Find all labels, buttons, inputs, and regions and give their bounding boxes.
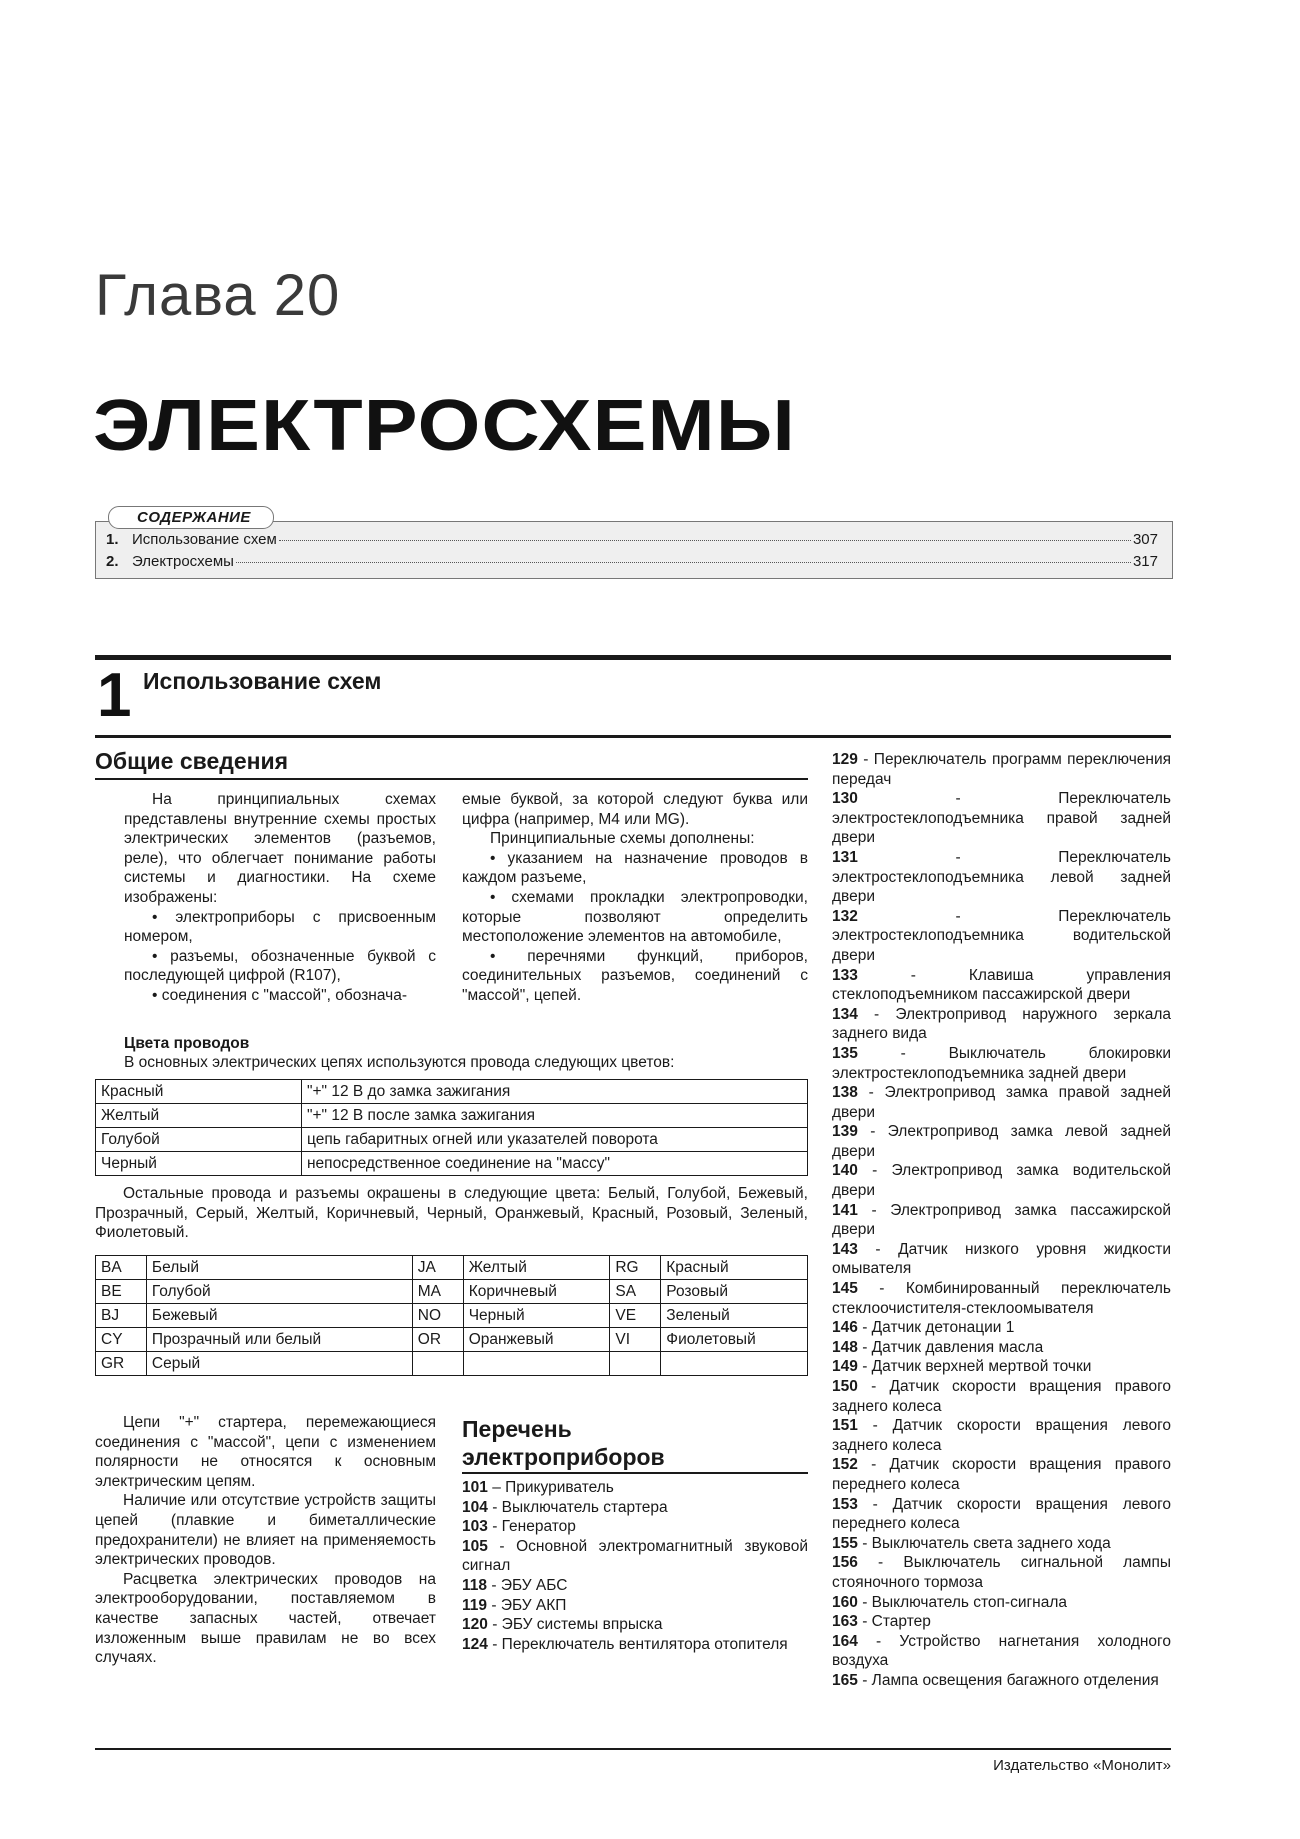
device-list-item <box>462 1615 808 1635</box>
device-separator: - <box>491 1596 497 1614</box>
paragraph: емые буквой, за которой следуют буква или цифра (например, M4 или MG). <box>462 791 808 828</box>
device-separator: - <box>872 1162 878 1180</box>
device-list-item <box>832 1240 1171 1279</box>
section-number: 1 <box>97 661 132 730</box>
device-separator: - <box>862 1593 868 1611</box>
device-list-item <box>832 1416 1171 1455</box>
page-title: ЭЛЕКТРОСХЕМЫ <box>93 386 796 466</box>
publisher-footer: Издательство «Монолит» <box>993 1757 1171 1774</box>
device-list-item <box>462 1576 808 1596</box>
toc-item-number: 2. <box>106 553 119 570</box>
device-number: 139 <box>832 1123 858 1141</box>
table-row <box>96 1256 808 1280</box>
table-row <box>96 1104 808 1128</box>
table-cell: BA <box>96 1256 147 1280</box>
device-separator: - <box>868 1084 874 1102</box>
device-number: 146 <box>832 1319 858 1337</box>
table-cell: BE <box>96 1280 147 1304</box>
paragraph: Наличие или отсутствие устройств защиты цепей (плавкие и биметаллические предохранители) не влияет на применяемость электрических проводов. <box>95 1492 436 1569</box>
device-separator: - <box>875 1240 881 1258</box>
device-description: Комбинированный переключатель стеклоочистителя-стеклоомывателя <box>832 1280 1171 1317</box>
toc-item-page: 317 <box>1132 553 1158 570</box>
device-description: Переключатель программ переключения передач <box>832 751 1172 788</box>
device-separator: - <box>862 1613 868 1631</box>
wire-colors-intro: В основных электрических цепях используются провода следующих цветов: <box>124 1054 675 1071</box>
device-description: Устройство нагнетания холодного воздуха <box>832 1632 1171 1670</box>
device-number: 129 <box>832 751 858 768</box>
device-separator: - <box>862 1534 868 1552</box>
table-cell: "+" 12 В после замка зажигания <box>302 1104 808 1128</box>
device-description: Датчик низкого уровня жидкости омывателя <box>832 1240 1171 1278</box>
paragraph: • разъемы, обозначенные буквой с последующей цифрой (R107), <box>124 947 436 985</box>
paragraph: Расцветка электрических проводов на электрооборудовании, поставляемом в качестве запасных частей, отвечает изложенным выше правилам не во всех случаях. <box>95 1570 436 1667</box>
device-number: 143 <box>832 1240 858 1258</box>
device-description: ЭБУ АКП <box>500 1596 567 1614</box>
device-separator: - <box>879 1280 885 1298</box>
device-list-item <box>832 1612 1171 1632</box>
device-list-item <box>832 1495 1171 1534</box>
subsection-rule <box>95 778 808 780</box>
device-list-item <box>832 1534 1171 1554</box>
device-list-heading: Перечень электроприборов <box>462 1416 665 1470</box>
device-description: Выключатель света заднего хода <box>871 1534 1111 1552</box>
table-cell <box>661 1352 808 1376</box>
table-cell: Розовый <box>661 1280 808 1304</box>
section-title: Использование схем <box>143 668 382 694</box>
device-description: Переключатель электростеклоподъемника левой задней двери <box>832 848 1171 906</box>
wire-color-table <box>95 1079 808 1176</box>
device-list-item <box>832 907 1171 966</box>
device-description: Датчик скорости вращения левого переднего колеса <box>832 1495 1172 1533</box>
device-separator: - <box>871 1378 877 1395</box>
device-list-item <box>832 1161 1171 1200</box>
table-cell: NO <box>412 1304 463 1328</box>
device-number: 130 <box>832 790 858 808</box>
toc-item-page: 307 <box>1132 531 1158 548</box>
device-number: 118 <box>462 1576 488 1594</box>
device-list-item <box>832 1671 1171 1691</box>
bottom-left-text <box>95 1413 436 1668</box>
device-list-item <box>462 1596 808 1616</box>
device-number: 150 <box>832 1378 858 1395</box>
device-list-item <box>832 1593 1171 1613</box>
device-description: ЭБУ АБС <box>500 1576 568 1594</box>
other-colors-text <box>95 1184 808 1243</box>
device-separator: - <box>871 1201 877 1219</box>
device-list-item <box>462 1498 808 1518</box>
device-separator: - <box>492 1616 498 1634</box>
device-list-item <box>832 1201 1171 1240</box>
device-separator: - <box>872 1417 878 1435</box>
color-code-table <box>95 1255 808 1376</box>
device-separator: - <box>492 1635 498 1653</box>
paragraph: • электроприборы с присвоенным номером, <box>124 908 436 946</box>
device-list-item <box>832 1083 1171 1122</box>
device-separator: - <box>872 1495 878 1513</box>
paragraph: Принципиальные схемы дополнены: <box>490 830 755 848</box>
paragraph: Остальные провода и разъемы окрашены в следующие цвета: Белый, Голубой, Бежевый, Прозрачный, Серый, Желтый, Коричневый, Черный, Оранжевый, Красный, Розовый, Зеленый, Фиолетовый. <box>95 1185 808 1242</box>
table-row <box>96 1328 808 1352</box>
intro-column-1 <box>124 790 436 1006</box>
device-list-item <box>832 1377 1171 1416</box>
table-row <box>96 1352 808 1376</box>
table-cell: MA <box>412 1280 463 1304</box>
paragraph: На принципиальных схемах представлены внутренние схемы простых электрических элементов (разъемов, реле), что облегчает понимание работы системы и диагностики. На схеме изображены: <box>124 791 436 906</box>
device-list-item <box>832 1318 1171 1338</box>
device-list-item <box>462 1537 808 1576</box>
table-cell: Желтый <box>463 1256 610 1280</box>
device-number: 164 <box>832 1632 858 1650</box>
table-cell <box>463 1352 610 1376</box>
table-cell: Желтый <box>96 1104 302 1128</box>
table-cell: Оранжевый <box>463 1328 610 1352</box>
device-separator: - <box>910 966 916 984</box>
device-number: 156 <box>832 1554 858 1572</box>
table-cell: непосредственное соединение на "массу" <box>302 1152 808 1176</box>
device-list-item <box>832 848 1171 907</box>
device-description: Переключатель вентилятора отопителя <box>501 1635 788 1653</box>
device-number: 133 <box>832 966 858 984</box>
chapter-label: Глава 20 <box>95 263 341 328</box>
device-separator: - <box>492 1518 498 1536</box>
device-number: 101 <box>462 1479 488 1496</box>
device-description: Переключатель электростеклоподъемника правой задней двери <box>832 790 1171 847</box>
table-row <box>96 1152 808 1176</box>
device-number: 138 <box>832 1084 858 1102</box>
table-cell: SA <box>610 1280 661 1304</box>
device-description: Основной электромагнитный звуковой сигнал <box>462 1537 809 1575</box>
device-number: 152 <box>832 1456 858 1474</box>
table-cell: Голубой <box>146 1280 412 1304</box>
table-cell: JA <box>412 1256 463 1280</box>
table-of-contents <box>95 521 1173 579</box>
table-row <box>96 1128 808 1152</box>
device-number: 165 <box>832 1671 858 1689</box>
table-cell: "+" 12 В до замка зажигания <box>302 1080 808 1104</box>
device-description: Электропривод замка пассажирской двери <box>832 1201 1171 1239</box>
device-separator: - <box>862 1338 868 1356</box>
device-list-item <box>832 1122 1171 1161</box>
device-list-item <box>462 1478 808 1498</box>
device-separator: - <box>871 1456 877 1474</box>
device-separator: - <box>862 1358 868 1376</box>
toc-item-label: Использование схем <box>132 531 277 548</box>
device-description: Выключатель сигнальной лампы стояночного тормоза <box>832 1554 1171 1591</box>
device-description: Датчик давления масла <box>871 1338 1044 1356</box>
section-rule-bottom <box>95 735 1171 738</box>
device-list-item <box>832 750 1171 789</box>
table-cell: CY <box>96 1328 147 1352</box>
device-description: Электропривод замка левой задней двери <box>832 1123 1171 1160</box>
device-description: Электропривод наружного зеркала заднего вида <box>832 1005 1171 1043</box>
device-description: ЭБУ системы впрыска <box>501 1616 663 1634</box>
device-description: Прикуриватель <box>505 1479 614 1496</box>
device-separator: - <box>491 1576 497 1594</box>
table-row <box>96 1280 808 1304</box>
toc-leader <box>236 562 1131 563</box>
device-number: 103 <box>462 1518 488 1536</box>
table-cell: цепь габаритных огней или указателей поворота <box>302 1128 808 1152</box>
device-number: 105 <box>462 1537 488 1555</box>
device-description: Датчик верхней мертвой точки <box>871 1358 1092 1376</box>
paragraph: • указанием на назначение проводов в каждом разъеме, <box>462 849 808 887</box>
table-cell: Красный <box>96 1080 302 1104</box>
device-number: 153 <box>832 1495 858 1513</box>
device-separator: - <box>862 1671 868 1689</box>
table-cell: Голубой <box>96 1128 302 1152</box>
device-description: Стартер <box>871 1613 931 1631</box>
device-separator: - <box>876 1632 882 1650</box>
device-list-item <box>832 1279 1171 1318</box>
device-list-item <box>832 1632 1171 1671</box>
device-list-item <box>832 1357 1171 1377</box>
toc-item-number: 1. <box>106 531 119 548</box>
device-number: 135 <box>832 1044 858 1062</box>
device-list-item <box>832 1005 1171 1044</box>
device-description: Выключатель блокировки электростеклоподъемника задней двери <box>832 1044 1171 1082</box>
device-number: 149 <box>832 1358 858 1376</box>
device-list-item <box>832 966 1171 1005</box>
table-cell: VE <box>610 1304 661 1328</box>
device-separator: - <box>870 1123 876 1141</box>
device-separator: - <box>900 1044 906 1062</box>
table-cell: Зеленый <box>661 1304 808 1328</box>
device-separator: - <box>878 1554 884 1572</box>
device-number: 140 <box>832 1162 858 1180</box>
device-list-right <box>832 750 1171 1691</box>
device-number: 155 <box>832 1534 858 1552</box>
table-cell: OR <box>412 1328 463 1352</box>
device-separator: - <box>492 1498 498 1516</box>
table-cell <box>610 1352 661 1376</box>
table-cell: Фиолетовый <box>661 1328 808 1352</box>
footer-rule <box>95 1748 1171 1750</box>
device-description: Выключатель стартера <box>501 1498 668 1516</box>
device-separator: - <box>955 848 961 866</box>
device-separator: - <box>874 1005 880 1023</box>
device-description: Электропривод замка водительской двери <box>832 1162 1171 1200</box>
device-separator: - <box>862 1319 868 1337</box>
table-cell: Черный <box>463 1304 610 1328</box>
device-number: 141 <box>832 1201 858 1219</box>
device-description: Переключатель электростеклоподъемника водительской двери <box>832 907 1171 964</box>
device-number: 151 <box>832 1417 858 1435</box>
device-number: 124 <box>462 1635 488 1653</box>
wire-colors-heading: Цвета проводов <box>124 1035 250 1052</box>
device-description: Датчик детонации 1 <box>871 1319 1015 1337</box>
device-number: 119 <box>462 1596 488 1614</box>
device-description: Электропривод замка правой задней двери <box>832 1084 1171 1121</box>
device-description: Датчик скорости вращения правого переднего колеса <box>832 1456 1172 1493</box>
device-separator: - <box>955 907 961 925</box>
toc-item-label: Электросхемы <box>132 553 234 570</box>
device-list-item <box>462 1517 808 1537</box>
toc-item[interactable] <box>106 553 1158 570</box>
table-cell: Прозрачный или белый <box>146 1328 412 1352</box>
toc-tab-label: СОДЕРЖАНИЕ <box>108 506 274 529</box>
intro-column-2 <box>462 790 808 1006</box>
paragraph: • перечнями функций, приборов, соединительных разъемов, соединений с "массой", цепей. <box>462 947 808 1004</box>
device-list-item <box>832 1553 1171 1592</box>
table-cell: RG <box>610 1256 661 1280</box>
section-rule-top <box>95 655 1171 660</box>
device-description: Датчик скорости вращения левого заднего колеса <box>832 1417 1172 1454</box>
toc-leader <box>279 540 1131 541</box>
device-separator: - <box>955 790 961 808</box>
device-number: 145 <box>832 1280 858 1298</box>
table-cell: Красный <box>661 1256 808 1280</box>
device-list-middle <box>462 1478 808 1654</box>
table-cell: VI <box>610 1328 661 1352</box>
table-cell: Бежевый <box>146 1304 412 1328</box>
paragraph: • схемами прокладки электропроводки, которые позволяют определить местоположение элементов на автомобиле, <box>462 888 808 946</box>
table-row <box>96 1080 808 1104</box>
table-cell: GR <box>96 1352 147 1376</box>
table-cell: Серый <box>146 1352 412 1376</box>
device-number: 134 <box>832 1005 858 1023</box>
device-number: 104 <box>462 1498 488 1516</box>
device-list-item <box>462 1635 808 1655</box>
device-description: Датчик скорости вращения правого заднего колеса <box>832 1378 1172 1415</box>
paragraph: Цепи "+" стартера, перемежающиеся соединения с "массой", цепи с изменением полярности не относятся к основным электрическим цепям. <box>95 1414 436 1490</box>
device-separator: – <box>492 1479 501 1496</box>
device-number: 163 <box>832 1613 858 1631</box>
device-list-item <box>832 1044 1171 1083</box>
device-number: 148 <box>832 1338 858 1356</box>
subsection-title: Общие сведения <box>95 748 289 774</box>
device-description: Выключатель стоп-сигнала <box>871 1593 1068 1611</box>
table-cell <box>412 1352 463 1376</box>
device-list-item <box>832 1338 1171 1358</box>
toc-item[interactable] <box>106 531 1158 548</box>
table-row <box>96 1304 808 1328</box>
table-cell: Белый <box>146 1256 412 1280</box>
device-number: 132 <box>832 907 858 925</box>
device-separator: - <box>499 1537 505 1555</box>
paragraph: • соединения с "массой", обознача- <box>152 986 408 1004</box>
device-separator: - <box>863 751 869 768</box>
device-number: 120 <box>462 1616 488 1634</box>
table-cell: Коричневый <box>463 1280 610 1304</box>
device-number: 160 <box>832 1593 858 1611</box>
device-number: 131 <box>832 848 858 866</box>
device-description: Лампа освещения багажного отделения <box>871 1671 1159 1689</box>
device-list-item <box>832 1455 1171 1494</box>
device-list-item <box>832 789 1171 848</box>
device-list-rule <box>462 1472 808 1474</box>
table-cell: BJ <box>96 1304 147 1328</box>
device-description: Клавиша управления стеклоподъемником пассажирской двери <box>832 966 1171 1004</box>
table-cell: Черный <box>96 1152 302 1176</box>
device-description: Генератор <box>501 1518 576 1536</box>
